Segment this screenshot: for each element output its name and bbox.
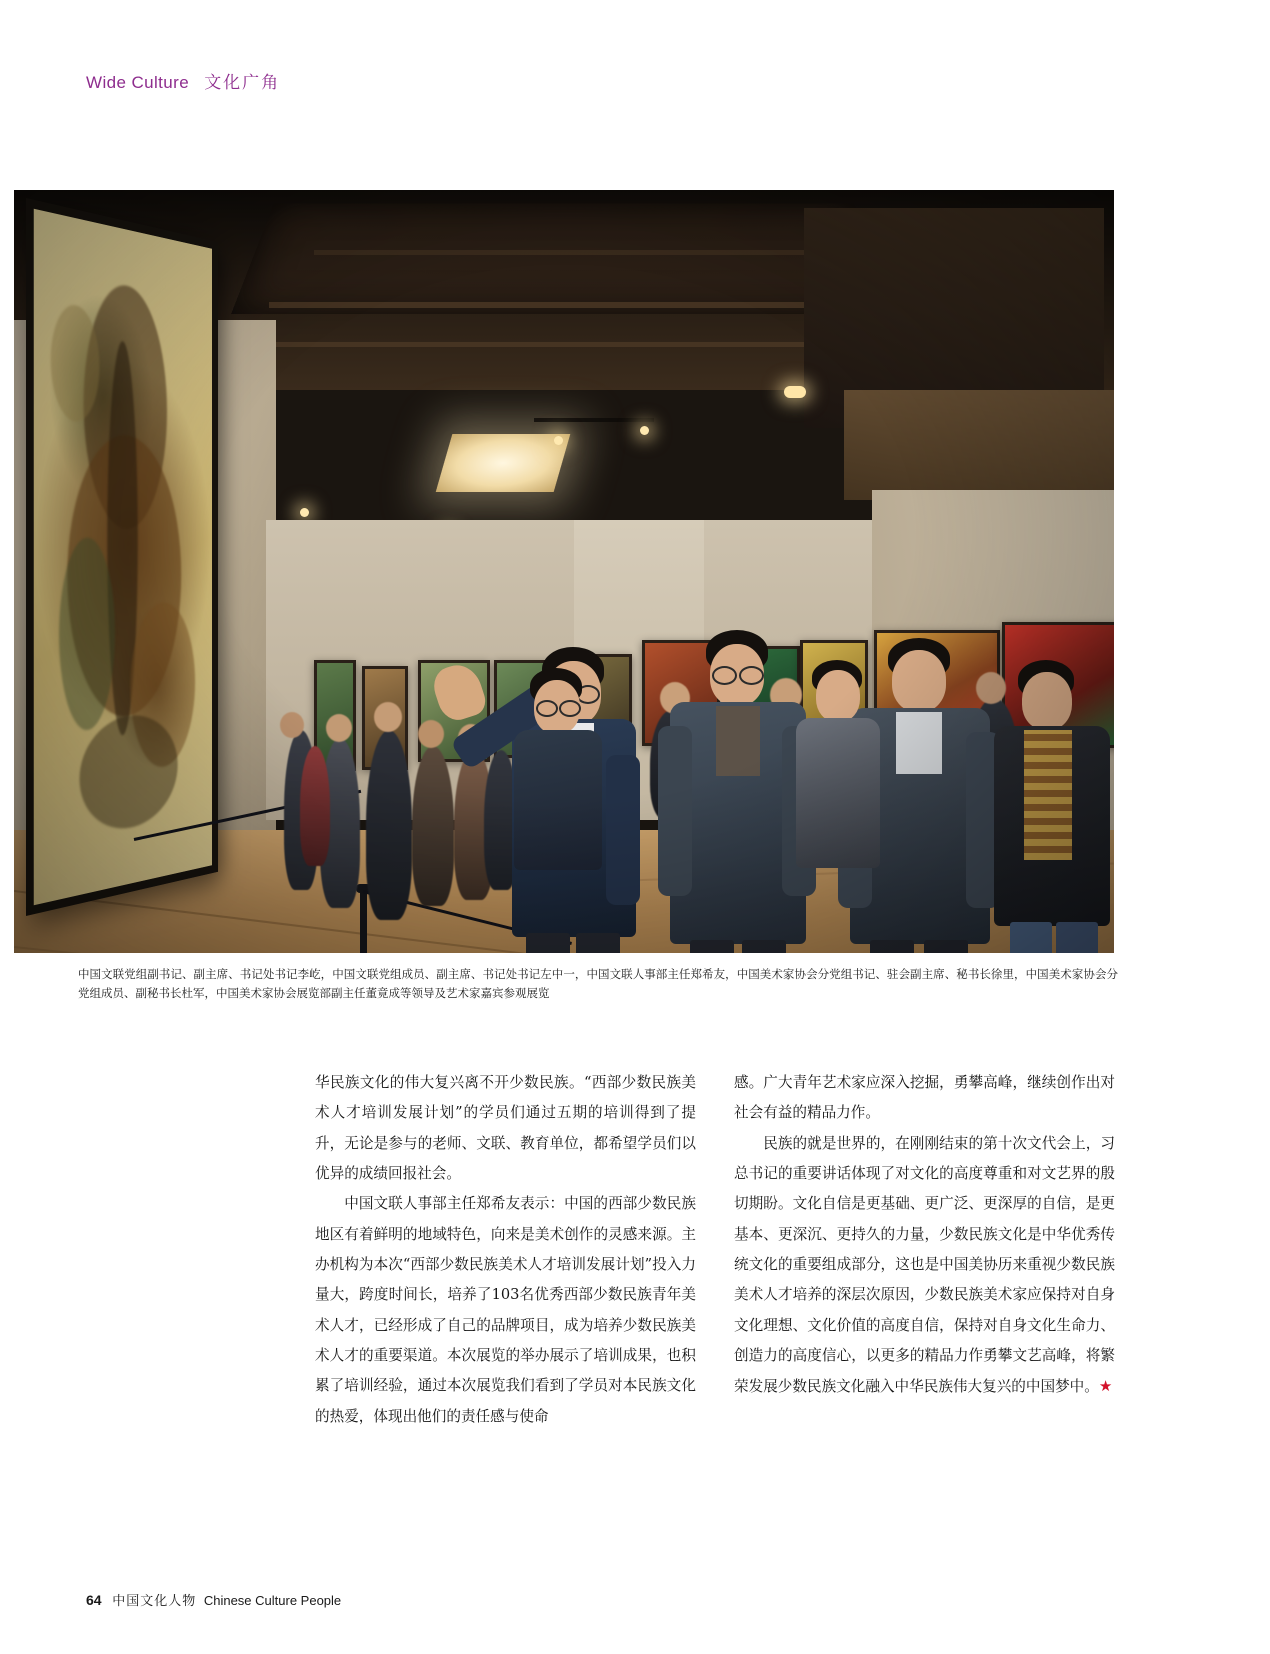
ceiling-light-panel xyxy=(436,434,571,492)
footer-title-english: Chinese Culture People xyxy=(203,1593,342,1608)
visitor-head xyxy=(374,702,402,732)
visitor-head xyxy=(326,714,352,742)
section-header xyxy=(86,68,280,93)
featured-artwork xyxy=(26,198,218,916)
article-column-left xyxy=(315,1068,696,1432)
person-behind xyxy=(796,660,882,870)
photo-scene xyxy=(14,190,1114,953)
section-header-english: Wide Culture xyxy=(86,73,190,92)
visitor xyxy=(300,746,330,866)
page-footer xyxy=(86,1590,341,1609)
spotlight xyxy=(554,436,563,445)
spotlight xyxy=(300,508,309,517)
ceiling-right-lower xyxy=(844,390,1114,500)
wall-wash-light xyxy=(784,386,806,398)
person-plaid xyxy=(994,660,1114,953)
paragraph xyxy=(734,1129,1115,1403)
paragraph-text: 民族的就是世界的，在刚刚结束的第十次文代会上，习总书记的重要讲话体现了对文化的高度尊重和对文艺界的殷切期盼。文化自信是更基础、更广泛、更深厚的自信，是更基本、更深沉、更持久的力量，少数民族文化是中华优秀传统文化的重要组成部分，这也是中国美协历来重视少数民族美术人才培养的深层次原因，少数民族美术家应保持对自身文化理想、文化价值的高度自信，保持对自身文化生命力、创造力的高度信心，以更多的精品力作勇攀文艺高峰，将繁荣发展少数民族文化融入中华民族伟大复兴的中国梦中。 xyxy=(734,1134,1115,1396)
stanchion-post xyxy=(360,890,367,953)
visitor xyxy=(412,746,454,906)
footer-title-chinese: 中国文化人物 xyxy=(112,1594,197,1609)
paragraph: 感。广大青年艺术家应深入挖掘，勇攀高峰，继续创作出对社会有益的精品力作。 xyxy=(734,1074,1115,1122)
paragraph: 华民族文化的伟大复兴离不开少数民族。“西部少数民族美术人才培训发展计划”的学员们通过五期的培训得到了提升，无论是参与的老师、文联、教育单位，都希望学员们以优异的成绩回报社会。 xyxy=(315,1074,696,1183)
person-behind xyxy=(514,668,604,868)
ceiling-strip xyxy=(276,342,866,347)
article-body xyxy=(315,1068,1115,1432)
visitor xyxy=(366,730,412,920)
visitor-head xyxy=(418,720,444,748)
end-mark-icon: ★ xyxy=(1098,1377,1113,1396)
section-header-chinese: 文化广角 xyxy=(204,73,281,93)
spotlight xyxy=(640,426,649,435)
ceiling-panel xyxy=(231,203,897,314)
photo-caption: 中国文联党组副书记、副主席、书记处书记李屹，中国文联党组成员、副主席、书记处书记左中一，中国文联人事部主任郑希友，中国美术家协会分党组书记、驻会副主席、秘书长徐里，中国美术家协会分党组成员、副秘书长杜军，中国美术家协会展览部副主任董竟成等领导及艺术家嘉宾参观展览 xyxy=(78,967,1118,1000)
paragraph: 中国文联人事部主任郑希友表示：中国的西部少数民族地区有着鲜明的地域特色，向来是美术创作的灵感来源。主办机构为本次“西部少数民族美术人才培训发展计划”投入力量大，跨度时间长，培养了103名优秀西部少数民族青年美术人才，已经形成了自己的品牌项目，成为培养少数民族美术人才的重要渠道。本次展览的举办展示了培训成果，也积累了培训经验，通过本次展览我们看到了学员对本民族文化的热爱，体现出他们的责任感与使命 xyxy=(315,1195,696,1425)
exhibition-photo xyxy=(14,190,1114,953)
visitor-head xyxy=(280,712,304,738)
article-column-right xyxy=(734,1068,1115,1432)
page-number: 64 xyxy=(86,1592,102,1608)
ceiling-strip xyxy=(314,250,834,255)
ceiling-strip xyxy=(269,302,869,308)
light-track xyxy=(534,418,654,422)
